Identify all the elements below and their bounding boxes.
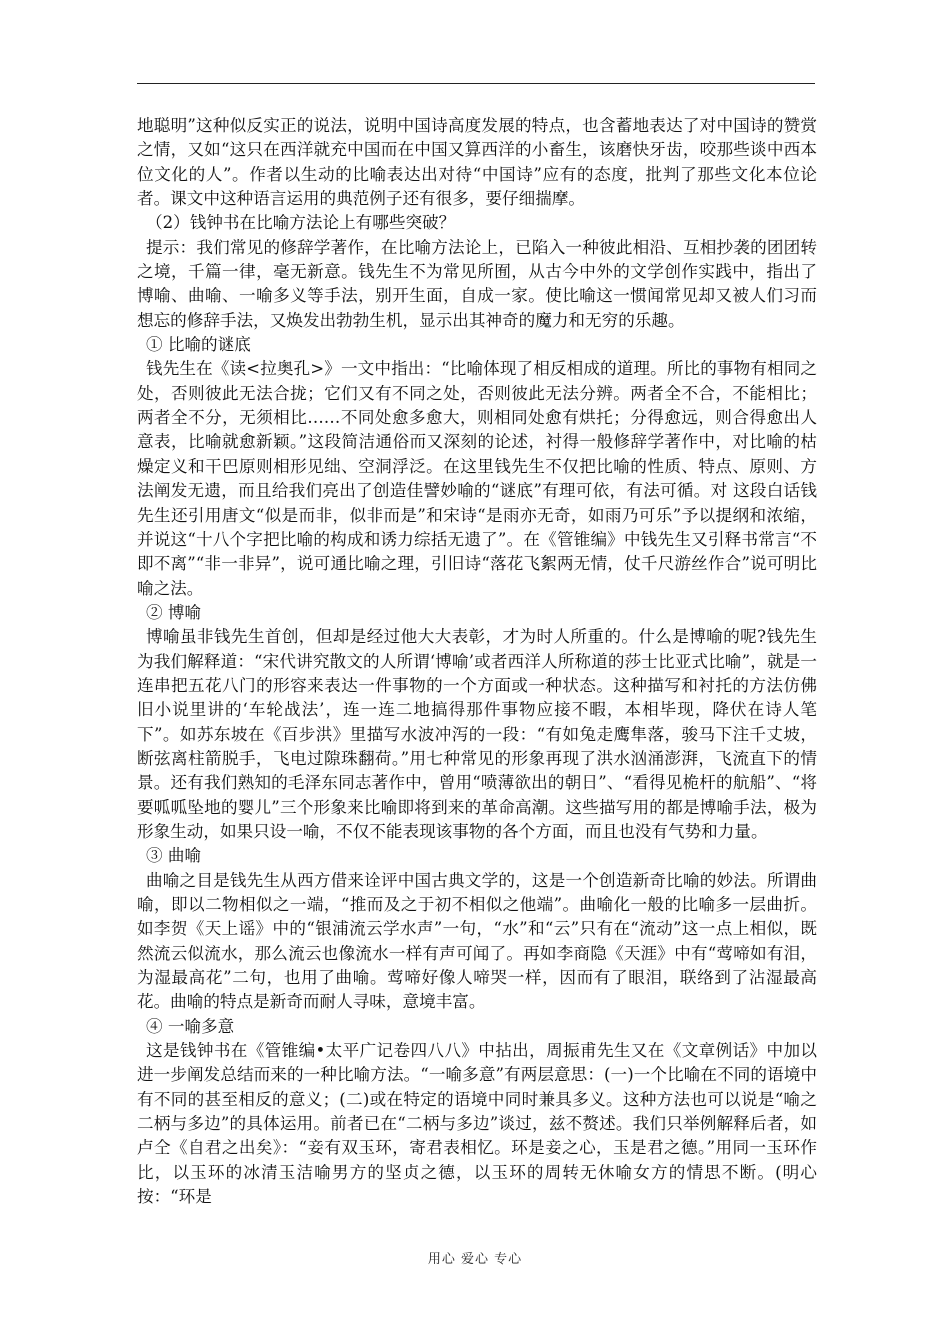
section-heading-4: ④ 一喻多意 <box>146 1016 235 1036</box>
paragraph-hint: 提示：我们常见的修辞学著作，在比喻方法论上，已陷入一种彼此相沿、互相抄袭的团团转之境，千篇一律，毫无新意。钱先生不为常见所囿，从古今中外的文学创作实践中，指出了博喻、曲喻、一喻多义等手法，别开生面，自成一家。使比喻这一惯闻常见却又被人们习而想忘的修辞手法，又焕发出勃勃生机，显示出其神奇的魔力和无穷的乐趣。 <box>137 237 817 330</box>
document-body <box>137 114 817 1209</box>
section-heading-1: ① 比喻的谜底 <box>146 335 251 355</box>
header-rule <box>137 83 815 84</box>
page-footer: 用心 爱心 专心 <box>427 1252 523 1267</box>
paragraph-section-3: 曲喻之目是钱先生从西方借来诠评中国古典文学的，这是一个创造新奇比喻的妙法。所谓曲喻，即以二物相似之一端，“推而及之于初不相似之他端”。曲喻化一般的比喻多一层曲折。如李贺《天上谣》中的“银浦流云学水声”一句，“水”和“云”只有在“流动”这一点上相似，既然流云似流水，那么流云也像流水一样有声可闻了。再如李商隐《天涯》中有“莺啼如有泪，为湿最高花”二句，也用了曲喻。莺啼好像人啼哭一样，因而有了眼泪，联络到了沾湿最高花。曲喻的特点是新奇而耐人寻味，意境丰富。 <box>137 870 817 1012</box>
paragraph-section-1: 钱先生在《读<拉奥孔>》一文中指出：“比喻体现了相反相成的道理。所比的事物有相同之处，否则彼此无法合拢；它们又有不同之处，否则彼此无法分辨。两者全不合，不能相比；两者全不分，无须相比……不同处愈多愈大，则相同处愈有烘托；分得愈远，则合得愈出人意表，比喻就愈新颖。”这段简洁通俗而又深刻的论述，衬得一般修辞学著作中，对比喻的枯燥定义和干巴原则相形见绌、空洞浮泛。在这里钱先生不仅把比喻的性质、特点、原则、方法阐发无遗，而且给我们亮出了创造佳譬妙喻的“谜底”有理可依，有法可循。对 这段白话钱先生还引用唐文“似是而非，似非而是”和宋诗“是雨亦无奇，如雨乃可乐”予以提纲和浓缩，并说这“十八个字把比喻的构成和诱力综括无遗了”。在《管锥编》中钱先生又引释书常言“不即不离”“非一非异”，说可通比喻之理，引旧诗“落花飞絮两无情，仗千尺游丝作合”说可明比喻之法。 <box>137 359 817 598</box>
section-heading-3: ③ 曲喻 <box>146 846 202 866</box>
paragraph-section-4: 这是钱钟书在《管锥编•太平广记卷四八八》中拈出，周振甫先生又在《文章例话》中加以进一步阐发总结而来的一种比喻方法。“一喻多意”有两层意思：(一)一个比喻在不同的语境中有不同的甚至相反的意义；(二)或在特定的语境中同时兼具多义。这种方法也可以说是“喻之二柄与多边”的具体运用。前者已在“二柄与多边”谈过，兹不赘述。我们只举例解释后者，如卢仝《自君之出矣》：“妾有双玉环，寄君表相忆。环是妾之心，玉是君之德。”用同一玉环作比，以玉环的冰清玉洁喻男方的坚贞之德，以玉环的周转无休喻女方的情思不断。(明心按：“环是 <box>137 1041 817 1207</box>
paragraph-intro: 地聪明”这种似反实正的说法，说明中国诗高度发展的特点，也含蓄地表达了对中国诗的赞赏之情，又如“这只在西洋就充中国而在中国又算西洋的小畜生，该磨快牙齿，咬那些谈中西本位文化的人”。作者以生动的比喻表达出对待“中国诗”应有的态度，批判了那些文化本位论者。课文中这种语言运用的典范例子还有很多，要仔细揣摩。 <box>137 116 817 209</box>
section-heading-2: ② 博喻 <box>146 602 202 622</box>
paragraph-section-2: 博喻虽非钱先生首创，但却是经过他大大表彰，才为时人所重的。什么是博喻的呢?钱先生为我们解释道：“宋代讲究散文的人所谓‘博喻’或者西洋人所称道的莎士比亚式比喻”，就是一连串把五花八门的形容来表达一件事物的一个方面或一种状态。这种描写和衬托的方法仿佛旧小说里讲的‘车轮战法’，连一连二地搞得那件事物应接不暇，本相毕现，降伏在诗人笔下”。如苏东坡在《百步洪》里描写水波冲泻的一段：“有如兔走鹰隼落，骏马下注千丈坡，断弦离柱箭脱手，飞电过隙珠翻荷。”用七种常见的形象再现了洪水汹涌澎湃，飞流直下的情景。还有我们熟知的毛泽东同志著作中，曾用“喷薄欲出的朝日”、“看得见桅杆的航船”、“将要呱呱坠地的婴儿”三个形象来比喻即将到来的革命高潮。这些描写用的都是博喻手法，极为形象生动，如果只设一喻，不仅不能表现该事物的各个方面，而且也没有气势和力量。 <box>137 627 817 841</box>
question-heading: （2）钱钟书在比喻方法论上有哪些突破？ <box>146 213 456 233</box>
